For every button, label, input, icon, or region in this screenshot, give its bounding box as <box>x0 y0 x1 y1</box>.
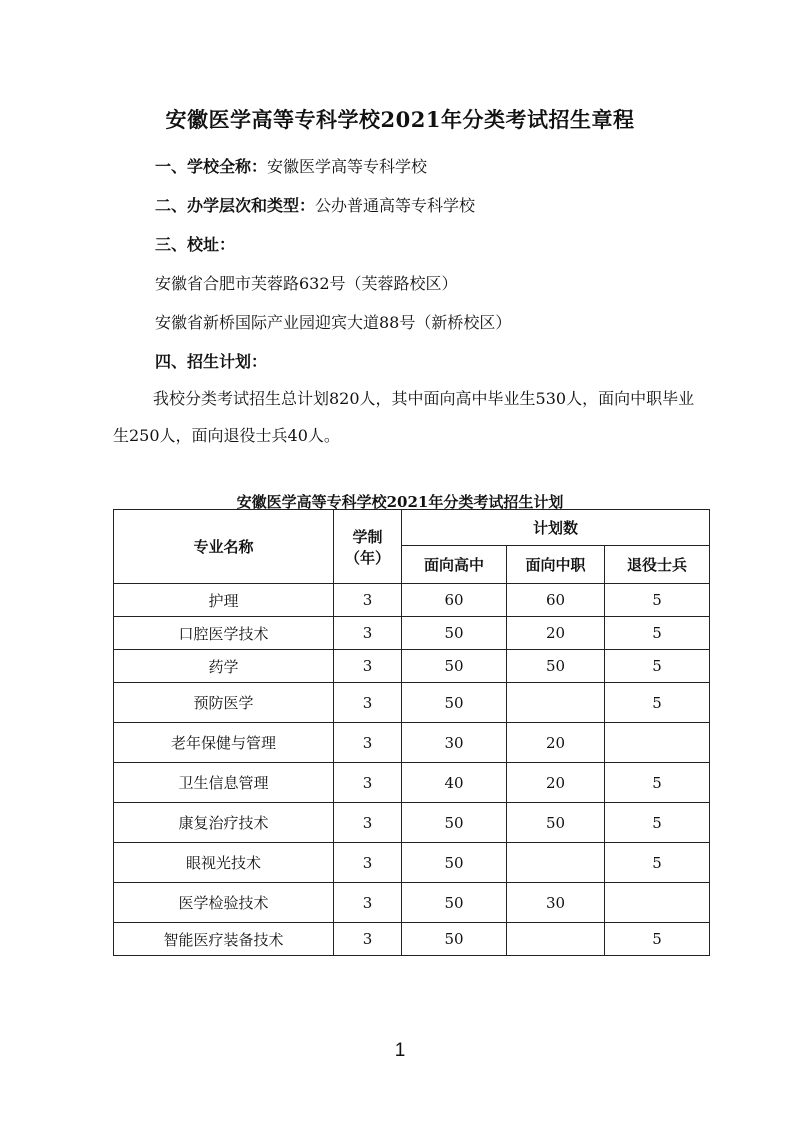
table-row <box>114 617 710 650</box>
cell-veterans: 5 <box>605 923 710 956</box>
cell-veterans: 5 <box>605 803 710 843</box>
cell-vocational: 20 <box>507 763 605 803</box>
cell-major: 口腔医学技术 <box>114 617 334 650</box>
plan-paragraph <box>113 380 709 454</box>
cell-years: 3 <box>334 723 402 763</box>
header-veterans: 退役士兵 <box>605 546 710 584</box>
cell-years: 3 <box>334 803 402 843</box>
address-text: 安徽省合肥市芙蓉路632号（芙蓉路校区） <box>155 274 458 293</box>
cell-vocational <box>507 843 605 883</box>
section-heading: 三、校址： <box>155 235 236 254</box>
cell-major: 智能医疗装备技术 <box>114 923 334 956</box>
section-enrollment-plan <box>155 349 267 372</box>
section-heading: 二、办学层次和类型： <box>155 196 316 215</box>
cell-vocational: 20 <box>507 723 605 763</box>
cell-vocational: 50 <box>507 650 605 683</box>
cell-major: 康复治疗技术 <box>114 803 334 843</box>
cell-major: 护理 <box>114 584 334 617</box>
cell-veterans: 5 <box>605 683 710 723</box>
address-campus-1 <box>155 271 458 294</box>
cell-veterans <box>605 883 710 923</box>
cell-vocational: 20 <box>507 617 605 650</box>
header-years-line1: 学制 <box>352 527 383 546</box>
cell-high-school: 50 <box>402 617 507 650</box>
table-row <box>114 843 710 883</box>
header-high-school: 面向高中 <box>402 546 507 584</box>
cell-high-school: 30 <box>402 723 507 763</box>
cell-vocational: 50 <box>507 803 605 843</box>
cell-years: 3 <box>334 763 402 803</box>
table-row <box>114 923 710 956</box>
cell-high-school: 60 <box>402 584 507 617</box>
section-school-name <box>155 154 427 177</box>
document-title: 安徽医学高等专科学校2021年分类考试招生章程 <box>165 107 635 132</box>
cell-years: 3 <box>334 683 402 723</box>
cell-years: 3 <box>334 617 402 650</box>
cell-years: 3 <box>334 883 402 923</box>
table-row <box>114 723 710 763</box>
table-row <box>114 683 710 723</box>
section-school-type <box>155 193 475 216</box>
cell-years: 3 <box>334 650 402 683</box>
address-text: 安徽省新桥国际产业园迎宾大道88号（新桥校区） <box>155 313 512 332</box>
cell-major: 医学检验技术 <box>114 883 334 923</box>
cell-veterans: 5 <box>605 617 710 650</box>
table-title: 安徽医学高等专科学校2021年分类考试招生计划 <box>236 493 564 511</box>
cell-vocational <box>507 683 605 723</box>
cell-veterans: 5 <box>605 650 710 683</box>
table-row <box>114 883 710 923</box>
cell-veterans <box>605 723 710 763</box>
cell-major: 药学 <box>114 650 334 683</box>
cell-veterans: 5 <box>605 763 710 803</box>
table-row <box>114 803 710 843</box>
header-years-line2: （年） <box>344 548 390 567</box>
cell-high-school: 40 <box>402 763 507 803</box>
cell-veterans: 5 <box>605 584 710 617</box>
cell-high-school: 50 <box>402 683 507 723</box>
cell-years: 3 <box>334 843 402 883</box>
cell-years: 3 <box>334 923 402 956</box>
section-heading: 一、学校全称： <box>155 157 268 176</box>
cell-high-school: 50 <box>402 923 507 956</box>
cell-high-school: 50 <box>402 803 507 843</box>
section-text: 公办普通高等专科学校 <box>315 196 476 215</box>
enrollment-table <box>113 509 710 956</box>
plan-paragraph-text: 我校分类考试招生总计划820人，其中面向高中毕业生530人，面向中职毕业生250人，面向退役士兵40人。 <box>113 389 695 445</box>
address-campus-2 <box>155 310 511 333</box>
cell-years: 3 <box>334 584 402 617</box>
cell-high-school: 50 <box>402 650 507 683</box>
section-heading: 四、招生计划： <box>155 352 268 371</box>
cell-major: 预防医学 <box>114 683 334 723</box>
cell-major: 眼视光技术 <box>114 843 334 883</box>
cell-vocational: 60 <box>507 584 605 617</box>
header-vocational: 面向中职 <box>507 546 605 584</box>
table-row <box>114 650 710 683</box>
cell-high-school: 50 <box>402 883 507 923</box>
page-number: 1 <box>394 1040 406 1061</box>
cell-major: 卫生信息管理 <box>114 763 334 803</box>
header-years <box>334 510 402 584</box>
section-text: 安徽医学高等专科学校 <box>267 157 428 176</box>
cell-vocational: 30 <box>507 883 605 923</box>
cell-veterans: 5 <box>605 843 710 883</box>
cell-major: 老年保健与管理 <box>114 723 334 763</box>
cell-high-school: 50 <box>402 843 507 883</box>
table-row <box>114 584 710 617</box>
header-major: 专业名称 <box>114 510 334 584</box>
table-row <box>114 763 710 803</box>
header-plan: 计划数 <box>402 510 710 546</box>
section-address <box>155 232 235 255</box>
cell-vocational <box>507 923 605 956</box>
